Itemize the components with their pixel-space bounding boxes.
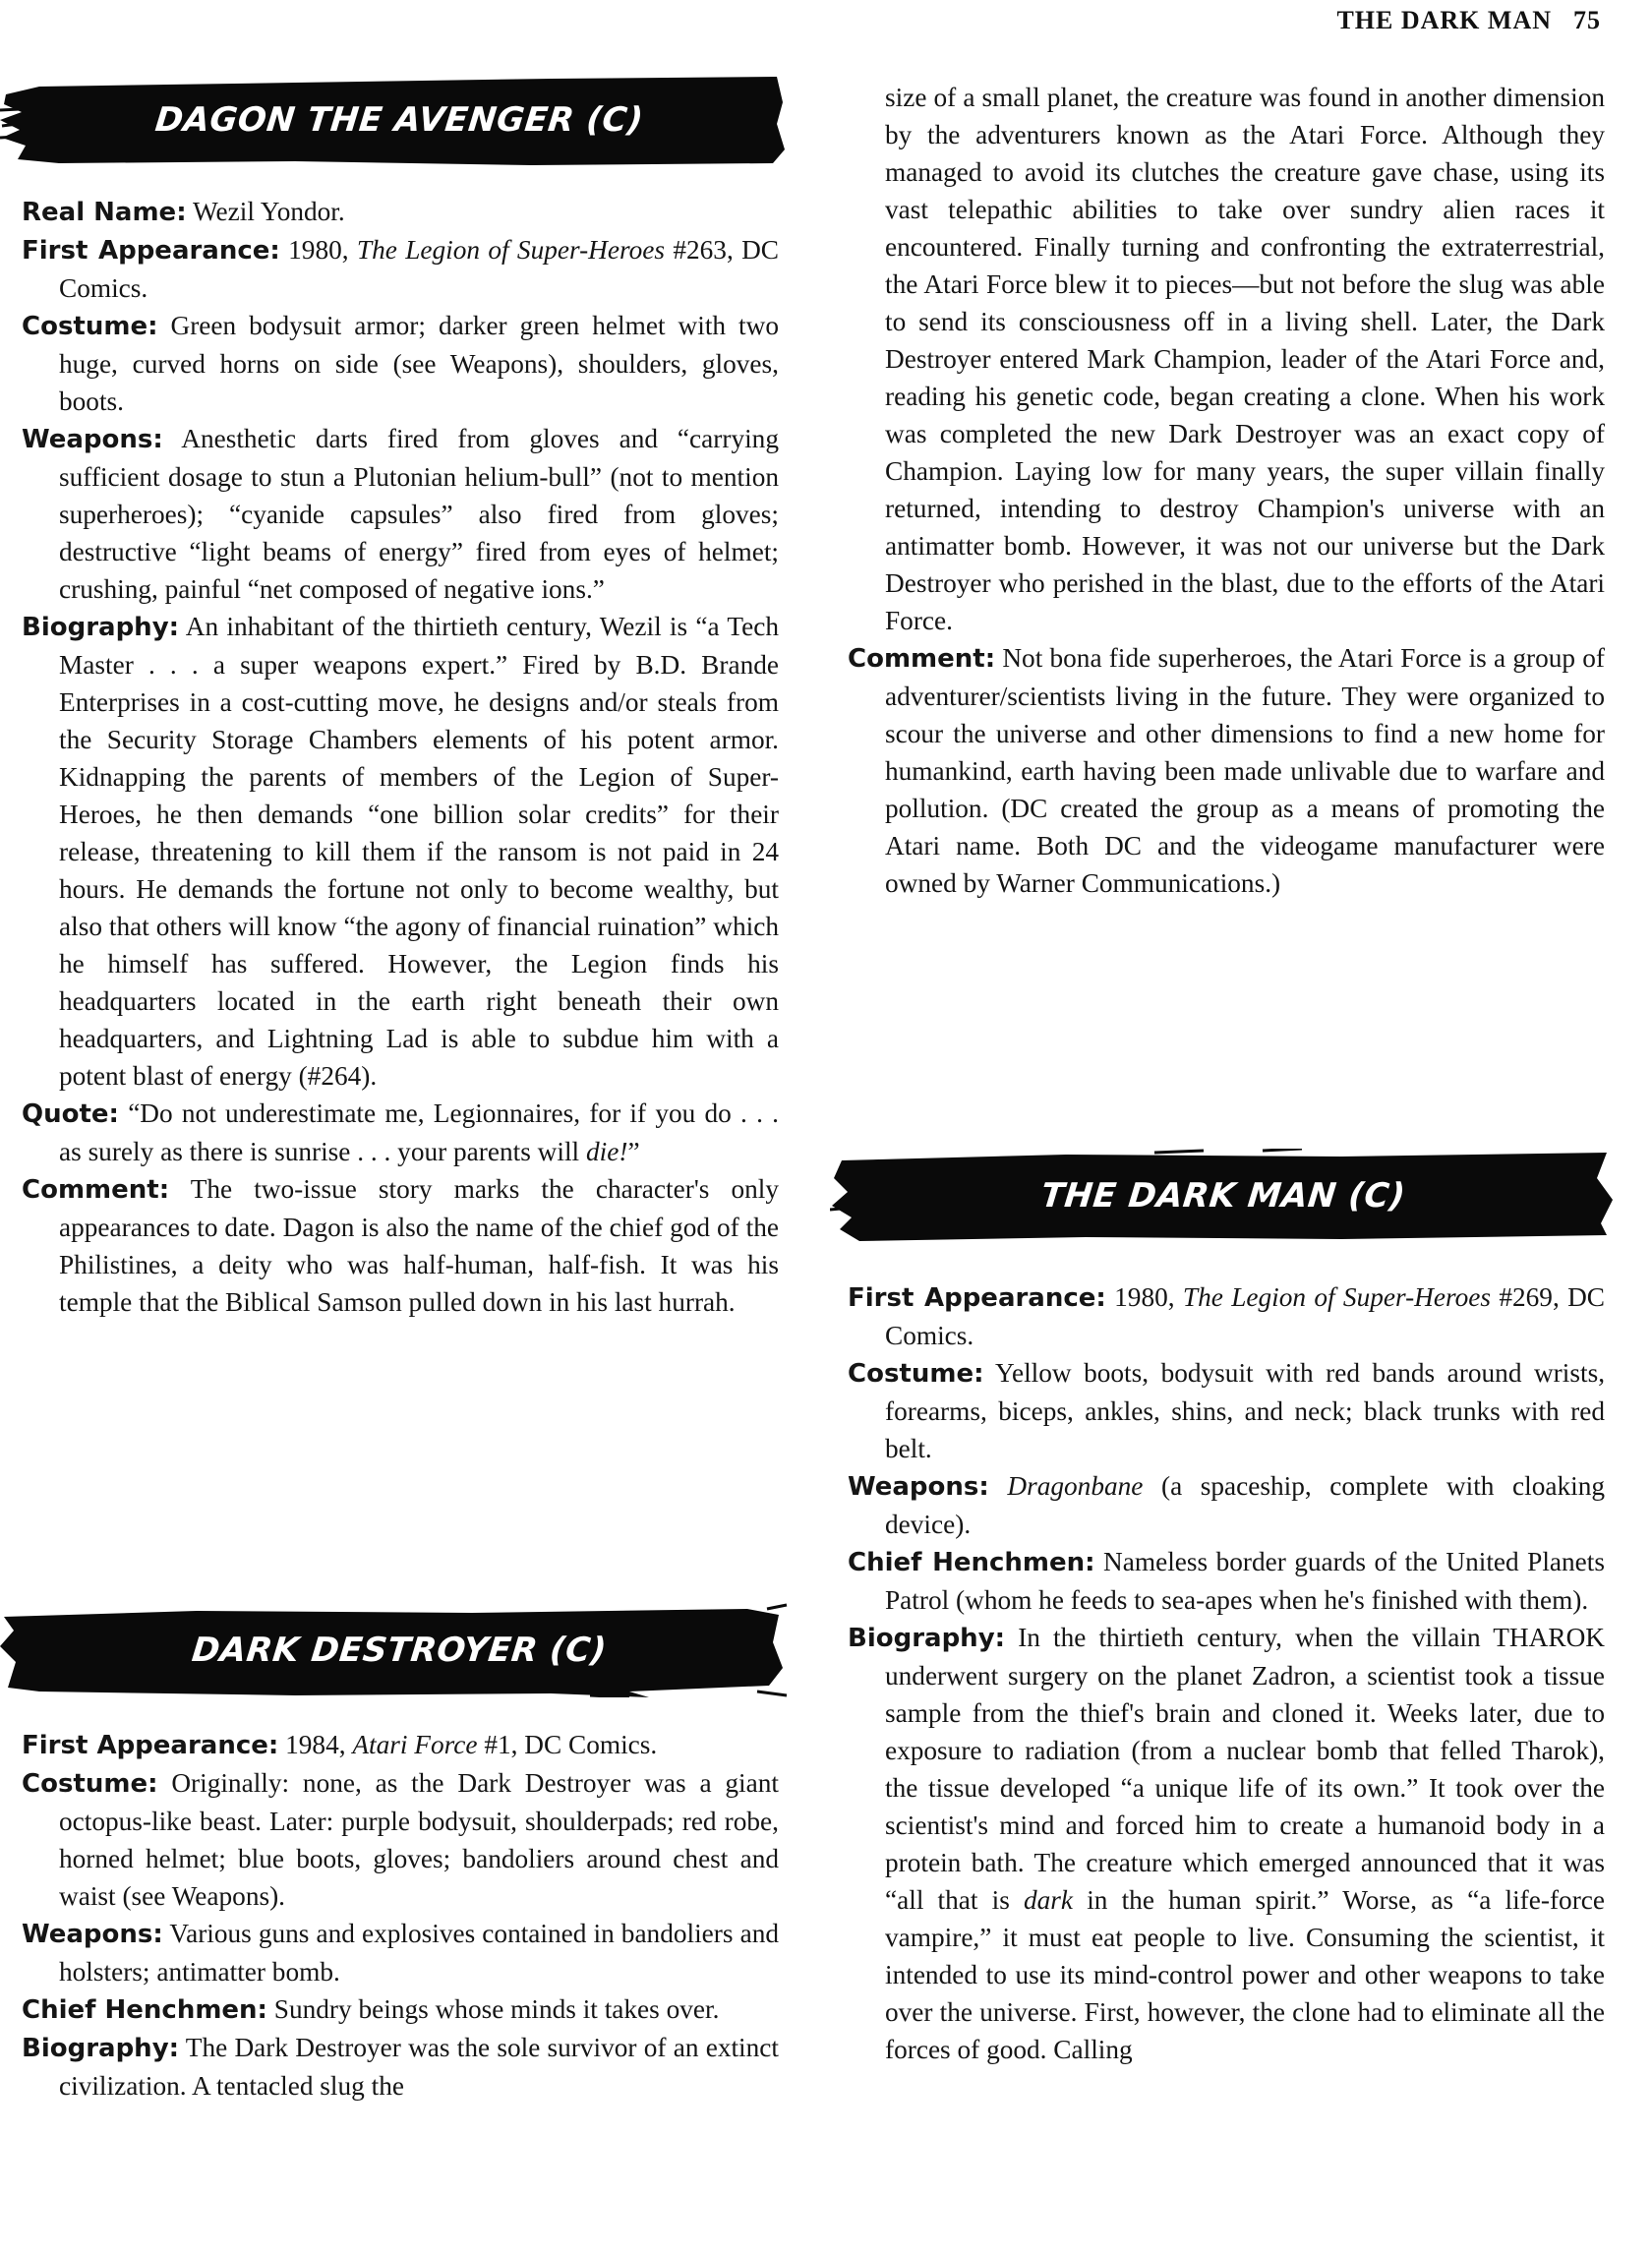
dark-destroyer-banner <box>0 1603 798 1697</box>
biography-label: Biography: <box>22 613 180 642</box>
darkman-biography <box>848 1619 1605 2068</box>
first-appearance-label: First Appearance: <box>848 1283 1106 1313</box>
henchmen-text: Nameless border guards of the United Planets Patrol (whom he feeds to sea-apes when he's finished with them). <box>885 1547 1605 1615</box>
destroyer-comment <box>848 639 1605 902</box>
costume-label: Costume: <box>848 1359 984 1389</box>
biography-text: size of a small planet, the creature was found in another dimension by the adventurers known as the Atari Force. Although they managed to avoid its clutches the creature gave chase, using its vast telepathic abilities to take over sundry alien races it encountered. Finally turning and confronting the extraterrestrial, the Atari Force blew it to pieces—but not before the slug was able to send its consciousness off in a living shell. Later, the Dark Destroyer entered Mark Champion, leader of the Atari Force and, reading his genetic code, began creating a clone. When his work was completed the new Dark Destroyer was an exact copy of Champion. Laying low for many years, the super villain finally returned, intending to destroy Champion's universe with an antimatter bomb. However, it was not our universe but the Dark Destroyer who perished in the blast, due to the efforts of the Atari Force. <box>885 83 1605 635</box>
destroyer-henchmen <box>22 1990 779 2029</box>
first-appearance-title: The Legion of Super-Heroes <box>1182 1282 1491 1312</box>
weapons-spaceship-name: Dragonbane <box>1007 1471 1144 1501</box>
first-appearance-year: 1980, <box>1114 1282 1175 1312</box>
dagon-entry <box>22 193 779 1321</box>
comment-label: Comment: <box>848 644 996 674</box>
biography-text: An inhabitant of the thirtieth century, Wezil is “a Tech Master . . . a super weapons expert.” Fired by B.D. Brande Enterprises in a cost-cutting move, he designs and/or steals from the Security Storage Chambers elements of his potent armor. Kidnapping the parents of members of the Legion of Super-Heroes, he then demands “one billion solar credits” for their release, threatening to kill them if the ransom is not paid in 24 hours. He demands the fortune not only to become wealthy, but also that others will know “the agony of financial ruination” which he himself has suffered. However, the Legion finds his headquarters located in the earth right beneath their own headquarters, and Lightning Lad is able to subdue him with a potent blast of energy (#264). <box>59 612 779 1091</box>
destroyer-first-appearance <box>22 1726 779 1764</box>
costume-text: Yellow boots, bodysuit with red bands around wrists, forearms, biceps, ankles, shins, and neck; black trunks with red belt. <box>885 1358 1606 1463</box>
costume-text: Originally: none, as the Dark Destroyer was a giant octopus-like beast. Later: purple bodysuit, shoulderpads; red robe, horned helmet; blue boots, gloves; bandoliers around chest and waist (see Weapons). <box>59 1768 779 1911</box>
first-appearance-issue: #263, DC Comics. <box>59 235 780 303</box>
first-appearance-label: First Appearance: <box>22 1731 279 1760</box>
dagon-banner <box>0 73 798 167</box>
comment-label: Comment: <box>22 1175 170 1205</box>
dark-man-banner-title: THE DARK MAN (C) <box>1038 1176 1408 1216</box>
dagon-first-appearance <box>22 231 779 307</box>
costume-label: Costume: <box>22 1769 158 1799</box>
destroyer-biography-start <box>22 2029 779 2105</box>
biography-label: Biography: <box>22 2034 180 2063</box>
biography-text-continued: in the human spirit.” Worse, as “a life-force vampire,” it must eat people to live. Consuming the scientist, it intended to use its mind-control power and other weapons to take over the universe. First, however, the clone had to eliminate all the forces of good. Calling <box>885 1885 1606 2064</box>
weapons-label: Weapons: <box>22 1920 163 1949</box>
dagon-weapons <box>22 420 779 608</box>
dagon-biography <box>22 608 779 1095</box>
darkman-costume <box>848 1354 1605 1467</box>
first-appearance-title: The Legion of Super-Heroes <box>356 235 665 265</box>
dagon-comment <box>22 1170 779 1321</box>
dark-man-entry <box>848 1278 1605 2068</box>
first-appearance-issue: #269, DC Comics. <box>885 1282 1606 1350</box>
dagon-quote <box>22 1095 779 1170</box>
destroyer-weapons <box>22 1915 779 1990</box>
running-head-title: THE DARK MAN <box>1336 6 1552 34</box>
biography-text: The Dark Destroyer was the sole survivor of an extinct civilization. A tentacled slug the <box>59 2033 779 2101</box>
real-name-label: Real Name: <box>22 198 187 227</box>
real-name-value: Wezil Yondor. <box>192 197 345 226</box>
dagon-banner-title: DAGON THE AVENGER (C) <box>152 100 646 140</box>
dark-destroyer-entry-part1 <box>22 1726 779 2105</box>
darkman-weapons <box>848 1467 1605 1543</box>
first-appearance-label: First Appearance: <box>22 236 280 266</box>
dark-destroyer-banner-title: DARK DESTROYER (C) <box>190 1631 609 1670</box>
dagon-costume <box>22 307 779 420</box>
quote-emphasis: die! <box>585 1137 628 1166</box>
first-appearance-year: 1980, <box>288 235 349 265</box>
quote-close: ” <box>627 1137 640 1166</box>
darkman-first-appearance <box>848 1278 1605 1354</box>
comment-text: The two-issue story marks the character's only appearances to date. Dagon is also the name of the chief god of the Philistines, a deity who was half-human, half-fish. It was his temple that the Biblical Samson pulled down in his last hurrah. <box>59 1174 779 1317</box>
weapons-label: Weapons: <box>22 425 163 454</box>
comment-text: Not bona fide superheroes, the Atari Force is a group of adventurer/scientists living in the future. They were organized to scour the universe and other dimensions to find a new home for humankind, earth having been made unlivable due to warfare and pollution. (DC created the group as a means of promoting the Atari name. Both DC and the videogame manufacturer were owned by Warner Communications.) <box>885 643 1606 898</box>
dagon-real-name <box>22 193 779 231</box>
henchmen-label: Chief Henchmen: <box>848 1548 1095 1577</box>
weapons-label: Weapons: <box>848 1472 989 1502</box>
biography-label: Biography: <box>848 1624 1006 1653</box>
destroyer-costume <box>22 1764 779 1915</box>
first-appearance-year: 1984, <box>285 1730 346 1759</box>
weapons-text: Various guns and explosives contained in bandoliers and holsters; antimatter bomb. <box>59 1919 779 1987</box>
biography-emphasis: dark <box>1024 1885 1074 1915</box>
dark-man-banner <box>830 1149 1617 1243</box>
biography-text: In the thirtieth century, when the villain THAROK underwent surgery on the planet Zadron, a scientist took a tissue sample from the thief's brain and cloned it. Weeks later, due to exposure to radiation (from a nuclear bomb that felled Tharok), the tissue developed “a unique life of its own.” It took over the scientist's mind and forced him to create a humanoid body in a protein bath. The creature which emerged announced that it was “all that is <box>885 1623 1605 1915</box>
dark-destroyer-entry-part2 <box>848 79 1605 902</box>
henchmen-text: Sundry beings whose minds it takes over. <box>273 1994 720 2024</box>
quote-label: Quote: <box>22 1099 119 1129</box>
quote-text: “Do not underestimate me, Legionnaires, for if you do . . . as surely as there is sunrise . . . your parents will <box>59 1098 779 1166</box>
weapons-text: Anesthetic darts fired from gloves and “carrying sufficient dosage to stun a Plutonian helium-bull” (not to mention superheroes); “cyanide capsules” also fired from gloves; destructive “light beams of energy” fired from eyes of helmet; crushing, painful “net composed of negative ions.” <box>59 424 779 604</box>
costume-label: Costume: <box>22 312 158 341</box>
running-head <box>1336 6 1601 35</box>
weapons-text: (a spaceship, complete with cloaking device). <box>885 1471 1606 1539</box>
henchmen-label: Chief Henchmen: <box>22 1995 267 2025</box>
darkman-henchmen <box>848 1543 1605 1619</box>
destroyer-biography-continued <box>848 79 1605 639</box>
costume-text: Green bodysuit armor; darker green helmet with two huge, curved horns on side (see Weapons), shoulders, gloves, boots. <box>59 311 780 416</box>
page-number: 75 <box>1573 6 1601 34</box>
first-appearance-title: Atari Force <box>352 1730 478 1759</box>
first-appearance-issue: #1, DC Comics. <box>484 1730 658 1759</box>
